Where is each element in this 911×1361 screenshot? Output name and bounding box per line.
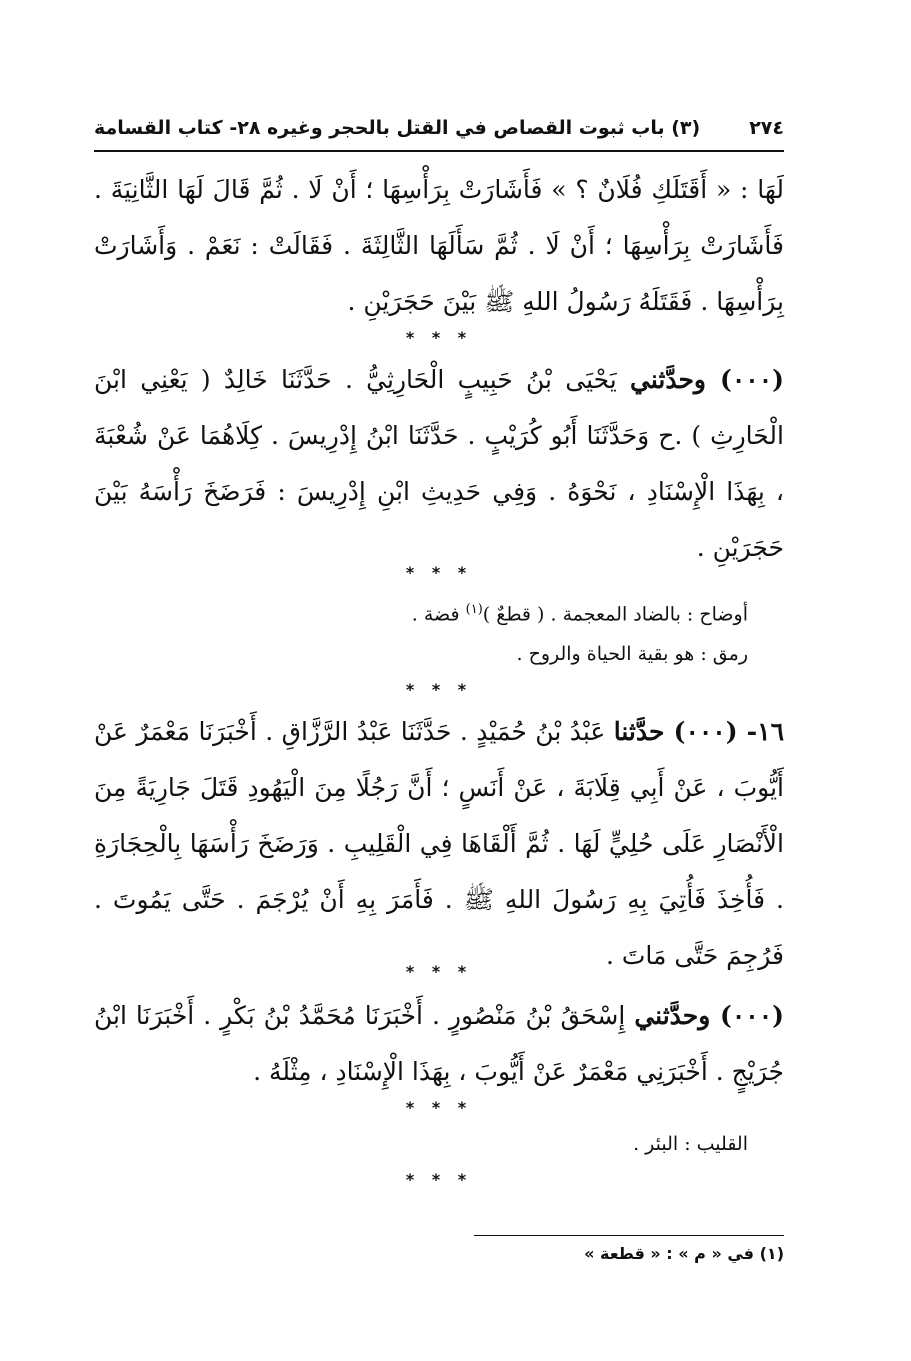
section-separator: * * * — [405, 680, 473, 699]
hadith-text: لَهَا : « أَقَتَلَكِ فُلَانٌ ؟ » فَأَشَارَتْ بِرَأْسِهَا ؛ أَنْ لَا . ثُمَّ قَالَ لَهَا الثَّانِيَةَ . فَأَشَارَتْ بِرَأْسِهَا ؛ أَنْ لَا . ثُمَّ سَأَلَهَا الثَّالِثَةَ . فَقَالَتْ : نَعَمْ . وَأَشَارَتْ بِرَأْسِهَا . فَقَتَلَهُ رَسُولُ اللهِ ﷺ بَيْنَ حَجَرَيْنِ . — [94, 175, 784, 316]
glossary-note — [94, 590, 784, 634]
paragraph-4 — [94, 704, 784, 984]
hadith-text — [94, 988, 784, 1100]
section-separator: * * * — [405, 563, 473, 582]
footnote-rule — [474, 1235, 784, 1236]
glossary-text: فضة . — [411, 603, 466, 626]
hadith-text — [94, 704, 784, 984]
narration-lead: (٠٠٠) وحدَّثني — [630, 365, 785, 394]
glossary-notes — [94, 590, 784, 674]
hadith-text — [94, 352, 784, 576]
footnote: (١) في « م » : « قطعة » — [584, 1244, 784, 1263]
section-separator: * * * — [405, 962, 473, 981]
narration-body: يَحْيَى بْنُ حَبِيبٍ الْحَارِثِيُّ . حَدَّثَنَا خَالِدٌ ( يَعْنِي ابْنَ الْحَارِثِ ) .ح وَحَدَّثَنَا أَبُو كُرَيْبٍ . حَدَّثَنَا ابْنُ إِدْرِيسَ . كِلَاهُمَا عَنْ شُعْبَةَ ، بِهَذَا الْإِسْنَادِ ، نَحْوَهُ . وَفِي حَدِيثِ ابْنِ إِدْرِيسَ : فَرَضَخَ رَأْسَهُ بَيْنَ حَجَرَيْنِ . — [94, 365, 784, 562]
page-header — [94, 112, 784, 144]
section-separator: * * * — [405, 1170, 473, 1189]
glossary-text: أوضاح : بالضاد المعجمة . ( قطعٌ ) — [482, 603, 748, 626]
section-separator: * * * — [405, 1098, 473, 1117]
glossary-notes-2 — [94, 1124, 784, 1164]
narration-body: عَبْدُ بْنُ حُمَيْدٍ . حَدَّثَنَا عَبْدُ الرَّزَّاقِ . أَخْبَرَنَا مَعْمَرٌ عَنْ أَيُّوبَ ، عَنْ أَبِي قِلَابَةَ ، عَنْ أَنَسٍ ؛ أَنَّ رَجُلًا مِنَ الْيَهُودِ قَتَلَ جَارِيَةً مِنَ الْأَنْصَارِ عَلَى حُلِيٍّ لَهَا . ثُمَّ أَلْقَاهَا فِي الْقَلِيبِ . وَرَضَخَ رَأْسَهَا بِالْحِجَارَةِ . فَأُخِذَ فَأُتِيَ بِهِ رَسُولَ اللهِ ﷺ . فَأَمَرَ بِهِ أَنْ يُرْجَمَ . حَتَّى يَمُوتَ . فَرُجِمَ حَتَّى مَاتَ . — [94, 717, 784, 970]
paragraph-1 — [94, 162, 784, 330]
section-separator: * * * — [405, 328, 473, 347]
footnote-ref: (١) — [465, 602, 483, 617]
narration-lead: (٠٠٠) وحدَّثني — [634, 1001, 785, 1030]
page-number: ٢٧٤ — [749, 117, 784, 139]
glossary-note: رمق : هو بقية الحياة والروح . — [516, 643, 748, 666]
glossary-note: القليب : البئر . — [633, 1133, 748, 1155]
narration-lead: ١٦- (٠٠٠) حدَّثنا — [613, 717, 784, 746]
paragraph-5 — [94, 988, 784, 1100]
running-title: (٣) باب ثبوت القصاص في القتل بالحجر وغيره ٢٨- كتاب القسامة — [94, 117, 701, 139]
paragraph-2 — [94, 352, 784, 576]
header-rule — [94, 150, 784, 152]
narration-body: إِسْحَقُ بْنُ مَنْصُورٍ . أَخْبَرَنَا مُحَمَّدُ بْنُ بَكْرٍ . أَخْبَرَنَا ابْنُ جُرَيْجٍ . أَخْبَرَنِي مَعْمَرٌ عَنْ أَيُّوبَ ، بِهَذَا الْإِسْنَادِ ، مِثْلَهُ . — [94, 1001, 784, 1086]
